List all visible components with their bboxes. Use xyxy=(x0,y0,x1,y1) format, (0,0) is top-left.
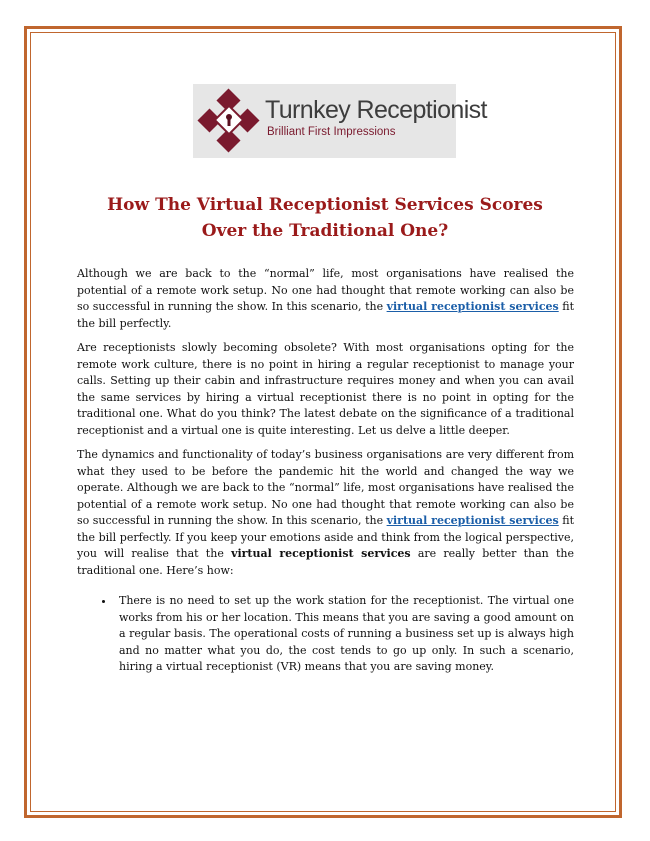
virtual-receptionist-link-2[interactable]: virtual receptionist services xyxy=(386,514,559,527)
bold-term: virtual receptionist services xyxy=(231,547,411,560)
paragraph-1: Although we are back to the “normal” life, most organisations have realised the potential of a remote work setup. No one had thought that remote working can also be so successful in running the show. In this scenario, the virtual receptionist services fit the bill perfectly. xyxy=(77,267,574,330)
article-body xyxy=(77,266,574,676)
logo-name: Turnkey Receptionist xyxy=(265,96,487,124)
virtual-receptionist-link-1[interactable]: virtual receptionist services xyxy=(386,300,559,313)
paragraph-3: The dynamics and functionality of today’s business organisations are very different from what they used to be before the pandemic hit the world and changed the way we operate. Although we are back to the “normal” life, most organisations have realised the potential of a remote work setup. No one had thought that remote working can also be so successful in running the show. In this scenario, the virtual receptionist services fit the bill perfectly. If you keep your emotions aside and think from the logical perspective, you will realise that the virtual receptionist services are really better than the traditional one. Here’s how: xyxy=(77,448,574,577)
paragraph-2: Are receptionists slowly becoming obsolete? With most organisations opting for the remote work culture, there is no point in hiring a regular receptionist to manage your calls. Setting up their cabin and infrastructure requires money and when you can avail the same services by hiring a virtual receptionist there is no point in opting for the traditional one. What do you think? The latest debate on the significance of a traditional receptionist and a virtual one is quite interesting. Let us delve a little deeper. xyxy=(77,341,574,437)
bullet-list xyxy=(77,593,574,676)
title-line-2: Over the Traditional One? xyxy=(201,221,449,241)
bullet-item: • There is no need to set up the work station for the receptionist. The virtual one works from his or her location. This means that you are saving a good amount on a regular basis. The operational costs of running a business set up is always high and no matter what you do, the cost tends to go up only. In such a scenario, hiring a virtual receptionist (VR) means that you are saving money. xyxy=(115,593,574,676)
logo-tagline: Brilliant First Impressions xyxy=(267,126,396,138)
company-logo xyxy=(193,84,487,158)
page-title xyxy=(60,192,590,244)
title-line-1: How The Virtual Receptionist Services Scores xyxy=(107,195,543,215)
logo-diamond-icon xyxy=(197,88,265,154)
